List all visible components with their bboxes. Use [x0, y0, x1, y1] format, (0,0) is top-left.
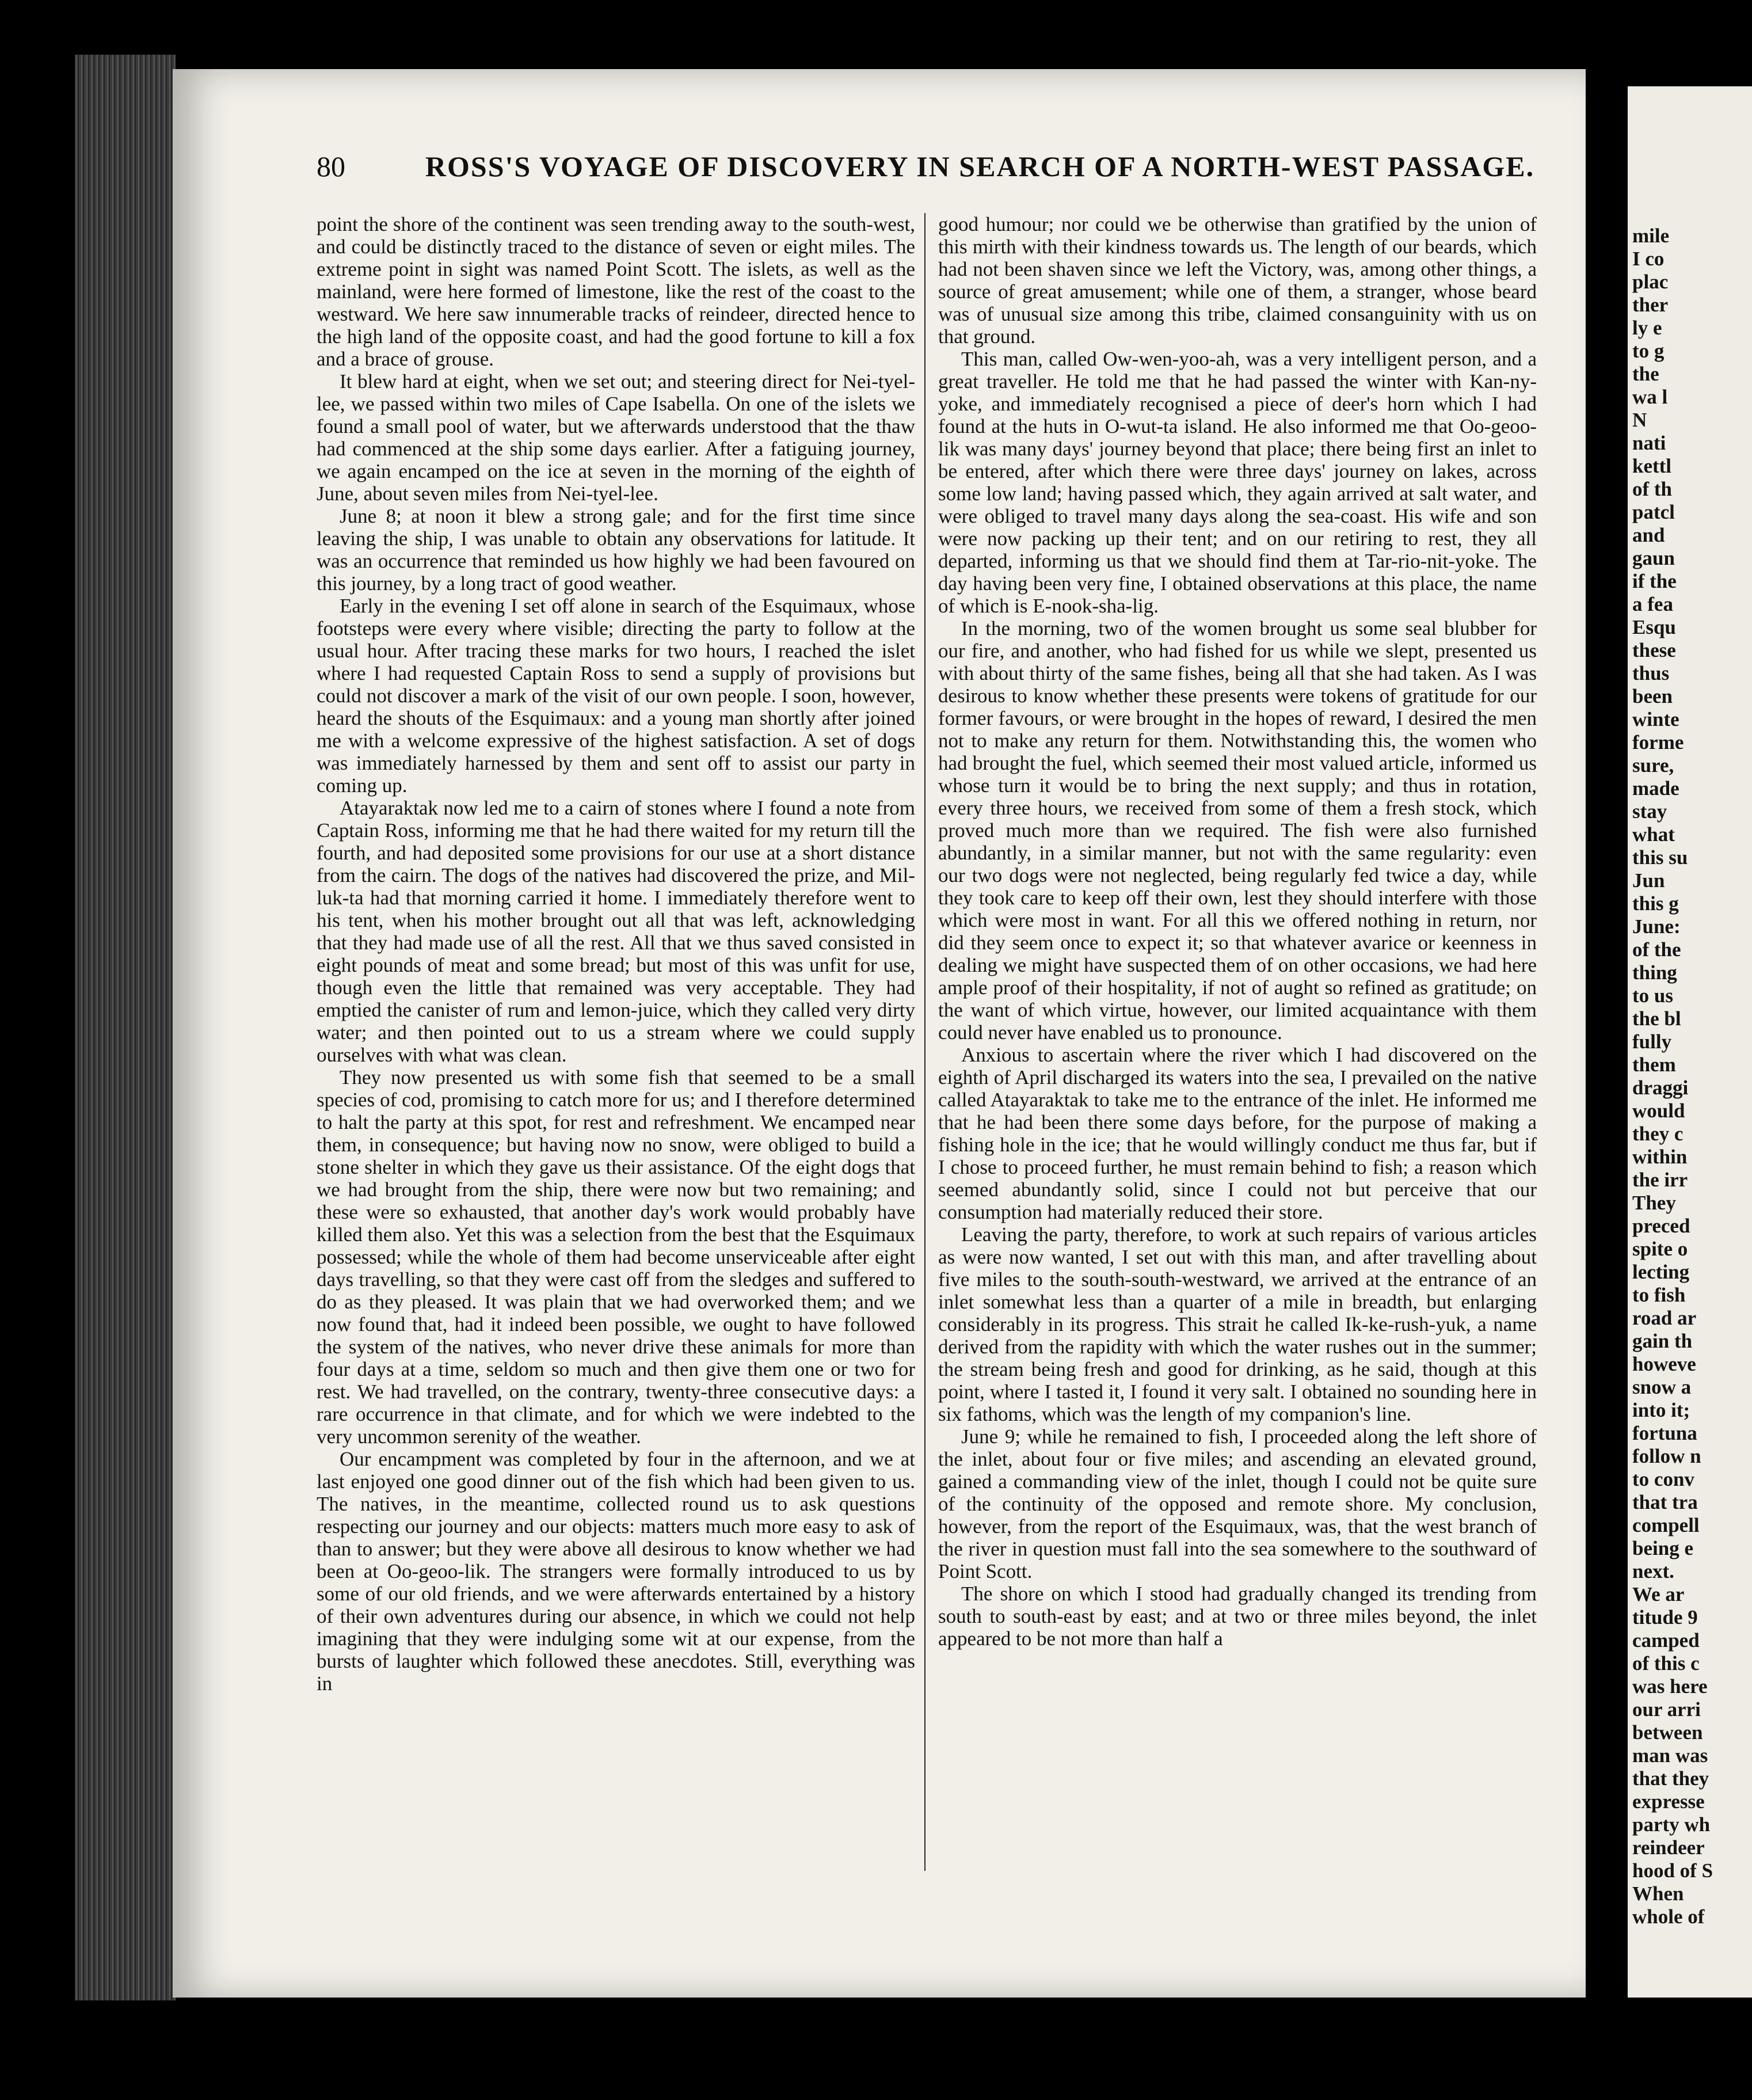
next-page-fragment: to conv — [1632, 1468, 1694, 1490]
next-page-fragment: that tra — [1632, 1491, 1698, 1513]
next-page-fragment: howeve — [1632, 1353, 1696, 1375]
next-page-fragment: preced — [1632, 1215, 1690, 1237]
page-header — [317, 150, 1557, 196]
next-page-fragment: been — [1632, 685, 1673, 707]
next-page-fragment: to g — [1632, 340, 1665, 362]
next-page-fragment: nati — [1632, 432, 1666, 454]
next-page-fragment: wa l — [1632, 386, 1668, 408]
next-page-fragment: spite o — [1632, 1238, 1688, 1260]
next-page-fragment: expresse — [1632, 1790, 1705, 1813]
next-page-fragment: the — [1632, 363, 1659, 385]
paragraph: Early in the evening I set off alone in search of the Esquimaux, whose footsteps were every where visible; directing the party to follow at the usual hour. After tracing these marks for two hours, I reached the islet where I had requested Captain Ross to send a supply of provisions but could not discover a mark of the visit of our own people. I soon, however, heard the shouts of the Esquimaux: and a young man shortly after joined me with a welcome expressive of the highest satisfaction. A set of dogs was immediately harnessed by them and sent off to assist our party in coming up. — [317, 595, 915, 797]
next-page-fragment: plac — [1632, 271, 1669, 293]
next-page-fragment: winte — [1632, 708, 1679, 731]
next-page-fragment: mile — [1632, 225, 1670, 247]
paragraph: Anxious to ascertain where the river which I had discovered on the eighth of April discharged its waters into the sea, I prevailed on the native called Atayaraktak to take me to the entrance of the inlet. He informed me that he had been there some days before, for the purpose of making a fishing hole in the ice; that he would willingly conduct me thus far, but if I chose to proceed further, he must remain behind to fish; a reason which seemed abundantly solid, since I could not but perceive that our consumption had materially reduced their store. — [938, 1044, 1537, 1223]
next-page-fragment: and — [1632, 524, 1665, 546]
next-page-fragment: road ar — [1632, 1307, 1697, 1329]
next-page-fragment: if the — [1632, 570, 1677, 592]
next-page-fragment: being e — [1632, 1537, 1693, 1559]
next-page-fragment: thing — [1632, 961, 1677, 984]
next-page-fragment: fully — [1632, 1030, 1672, 1053]
next-page-fragment: party wh — [1632, 1813, 1711, 1836]
next-page-fragment: a fea — [1632, 593, 1673, 615]
next-page-fragment: made — [1632, 777, 1679, 800]
next-page-fragment: thus — [1632, 662, 1670, 684]
paragraph: They now presented us with some fish that seemed to be a small species of cod, promising to catch more for us; and I therefore determined to halt the party at this spot, for rest and refreshment. We encamped near them, in consequence; but having now no snow, were obliged to build a stone shelter in which they gave us their assistance. Of the eight dogs that we had brought from the ship, there were now but two remaining; and these were so exhausted, that another day's work would probably have killed them also. Yet this was a selection from the best that the Esquimaux possessed; while the whole of them had become unserviceable after eight days travelling, so that they were cast off from the sledges and suffered to do as they pleased. It was plain that we had overworked them; and we now found that, had it indeed been possible, we ought to have followed the system of the natives, who never drive these animals for more than four days at a time, seldom so much and then give them one or two for rest. We had travelled, on the contrary, twenty-three consecutive days: a rare occurrence in that climate, and for which we were indebted to the very uncommon serenity of the weather. — [317, 1066, 915, 1448]
next-page-fragment: the bl — [1632, 1007, 1681, 1030]
next-page-fragment: within — [1632, 1146, 1688, 1168]
next-page-fragment: draggi — [1632, 1076, 1689, 1099]
next-page-fragment: snow a — [1632, 1376, 1692, 1398]
next-page-fragment: follow n — [1632, 1445, 1701, 1467]
paragraph: In the morning, two of the women brought us some seal blubber for our fire, and another, who had fished for us while we slept, presented us with about thirty of the same fishes, being all that she had taken. As I was desirous to know whether these presents were tokens of gratitude for our former favours, or were brought in the hopes of reward, I desired the men not to make any return for them. Notwithstanding this, the women who had brought the fuel, which seemed their most valued article, informed us whose turn it would be to bring the next supply; and thus in rotation, every three hours, we received from some of them a fresh stock, which proved much more than we required. The fish were also furnished abundantly, in a similar manner, but not with the same regularity: even our two dogs were not neglected, being regularly fed twice a day, while they took care to keep off their own, lest they should interfere with those which were most in want. For all this we offered nothing in return, nor did they seem once to expect it; so that whatever avarice or keenness in dealing we might have suspected them of on other occasions, we had here ample proof of their hospitality, if not of aught so refined as gratitude; on the want of which virtue, however, our limited acquaintance with them could never have enabled us to pronounce. — [938, 617, 1537, 1044]
next-page-fragment: fortuna — [1632, 1422, 1697, 1444]
paragraph: June 8; at noon it blew a strong gale; and for the first time since leaving the ship, I was unable to obtain any observations for latitude. It was an occurrence that reminded us how highly we had been favoured on this journey, by a long tract of good weather. — [317, 505, 915, 595]
next-page-fragment: this g — [1632, 892, 1679, 915]
next-page-edge — [1628, 86, 1752, 1998]
right-column — [938, 213, 1537, 1882]
paragraph: Leaving the party, therefore, to work at such repairs of various articles as were now wanted, I set out with this man, and after travelling about five miles to the south-south-westward, we arrived at the entrance of an inlet somewhat less than a quarter of a mile in breadth, but enlarging considerably in its progress. This strait he called Ik-ke-rush-yuk, a name derived from the rapidity with which the water rushes out in the summer; the stream being fresh and good for drinking, as he said, though at this point, where I tasted it, I found it very salt. I obtained no sounding here in six fathoms, which was the length of my companion's line. — [938, 1223, 1537, 1425]
next-page-fragment: Esqu — [1632, 616, 1676, 638]
next-page-fragment: that they — [1632, 1767, 1709, 1790]
paragraph: Atayaraktak now led me to a cairn of stones where I found a note from Captain Ross, informing me that he had there waited for my return till the fourth, and had deposited some provisions for our use at a short distance from the cairn. The dogs of the natives had discovered the prize, and Mil-luk-ta had that morning carried it home. I immediately therefore went to his tent, when his mother brought out all that was left, acknowledging that they had made use of all the rest. All that we thus saved consisted in eight pounds of meat and some bread; but most of this was unfit for use, though even the little that remained was very acceptable. They had emptied the canister of rum and lemon-juice, which they called very dirty water; and then pointed out to us a stream where we could supply ourselves with what was clean. — [317, 797, 915, 1066]
paragraph: point the shore of the continent was seen trending away to the south-west, and could be distinctly traced to the distance of seven or eight miles. The extreme point in sight was named Point Scott. The islets, as well as the mainland, were here formed of limestone, like the rest of the coast to the westward. We here saw innumerable tracks of reindeer, directed hence to the high land of the opposite coast, and had the good fortune to kill a fox and a brace of grouse. — [317, 213, 915, 370]
paragraph: This man, called Ow-wen-yoo-ah, was a very intelligent person, and a great traveller. He told me that he had passed the winter with Kan-ny-yoke, and immediately recognised a piece of deer's horn which I had found at the huts in O-wut-ta island. He also informed me that Oo-geoo-lik was many days' journey beyond that place; there being first an inlet to be entered, after which there were three days' journey on lakes, across some low land; having passed which, they again arrived at salt water, and were obliged to travel many days along the sea-coast. His wife and son were now packing up their tent; and on our retiring to rest, they all departed, informing us that we should find them at Tar-rio-nit-yoke. The day having been very fine, I obtained observations at this place, the name of which is E-nook-sha-lig. — [938, 348, 1537, 617]
next-page-fragment: titude 9 — [1632, 1606, 1698, 1629]
next-page-fragment: N — [1632, 409, 1647, 431]
paragraph: It blew hard at eight, when we set out; and steering direct for Nei-tyel-lee, we passed within two miles of Cape Isabella. On one of the islets we found a small pool of water, but we afterwards understood that the thaw had commenced at the ship some days earlier. After a fatiguing journey, we again encamped on the ice at seven in the morning of the eighth of June, about seven miles from Nei-tyel-lee. — [317, 370, 915, 505]
paragraph: June 9; while he remained to fish, I proceeded along the left shore of the inlet, about four or five miles; and ascending an elevated ground, gained a commanding view of the inlet, though I could not be quite sure of the continuity of the opposed and remote shore. My conclusion, however, from the report of the Esquimaux, was, that the west branch of the river in question must fall into the sea somewhere to the southward of Point Scott. — [938, 1425, 1537, 1582]
book-spine-edge — [75, 55, 176, 2000]
next-page-fragment: whole of — [1632, 1905, 1705, 1928]
next-page-fragment: sure, — [1632, 754, 1674, 777]
paragraph: good humour; nor could we be otherwise than gratified by the union of this mirth with their kindness towards us. The length of our beards, which had not been shaven since we left the Victory, was, among other things, a source of great amusement; while one of them, a stranger, whose beard was of unusual size among this tribe, claimed consanguinity with us on that ground. — [938, 213, 1537, 348]
next-page-fragment: We ar — [1632, 1583, 1685, 1606]
running-title: ROSS'S VOYAGE OF DISCOVERY IN SEARCH OF A NORTH-WEST PASSAGE. — [425, 150, 1535, 182]
next-page-fragment: of th — [1632, 478, 1673, 500]
next-page-fragment: stay — [1632, 800, 1667, 823]
next-page-fragment: what — [1632, 823, 1675, 846]
left-column — [317, 213, 915, 1882]
paragraph: The shore on which I stood had gradually changed its trending from south to south-east by east; and at two or three miles beyond, the inlet appeared to be not more than half a — [938, 1582, 1537, 1650]
next-page-fragment: kettl — [1632, 455, 1672, 477]
page-number: 80 — [317, 150, 345, 182]
next-page-fragment: gaun — [1632, 547, 1675, 569]
next-page-fragment: of this c — [1632, 1652, 1700, 1675]
next-page-text-fragments — [1632, 86, 1752, 1928]
next-page-fragment: man was — [1632, 1744, 1708, 1767]
next-page-fragment: forme — [1632, 731, 1684, 754]
next-page-fragment: patcl — [1632, 501, 1675, 523]
next-page-fragment: of the — [1632, 938, 1681, 961]
next-page-fragment: They — [1632, 1192, 1676, 1214]
next-page-fragment: between — [1632, 1721, 1703, 1744]
next-page-fragment: was here — [1632, 1675, 1708, 1698]
next-page-fragment: compell — [1632, 1514, 1700, 1536]
next-page-fragment: to fish — [1632, 1284, 1686, 1306]
next-page-fragment: June: — [1632, 915, 1681, 938]
next-page-fragment: ther — [1632, 294, 1669, 316]
next-page-fragment: ly e — [1632, 317, 1662, 339]
paragraph: Our encampment was completed by four in the afternoon, and we at last enjoyed one good dinner out of the fish which had been given to us. The natives, in the meantime, collected round us to ask questions respecting our journey and our objects: matters much more easy to ask of than to answer; but they were above all desirous to know whether we had been at Oo-geoo-lik. The strangers were formally introduced to us by some of our old friends, and we were afterwards entertained by a history of their own adventures during our absence, in which we could not help imagining that they were indulging some wit at our expense, from the bursts of laughter which followed these anecdotes. Still, everything was in — [317, 1448, 915, 1695]
column-divider — [924, 213, 925, 1871]
next-page-fragment: gain th — [1632, 1330, 1693, 1352]
next-page-fragment: to us — [1632, 984, 1673, 1007]
next-page-fragment: When — [1632, 1882, 1684, 1905]
next-page-fragment: reindeer — [1632, 1836, 1705, 1859]
next-page-fragment: these — [1632, 639, 1676, 661]
next-page-fragment: they c — [1632, 1123, 1684, 1145]
next-page-fragment: our arri — [1632, 1698, 1701, 1721]
next-page-fragment: lecting — [1632, 1261, 1690, 1283]
next-page-fragment: hood of S — [1632, 1859, 1713, 1882]
next-page-fragment: camped — [1632, 1629, 1700, 1652]
next-page-fragment: Jun — [1632, 869, 1665, 892]
next-page-fragment: next. — [1632, 1560, 1674, 1582]
next-page-fragment: the irr — [1632, 1169, 1688, 1191]
book-page — [173, 69, 1586, 1998]
next-page-fragment: them — [1632, 1053, 1676, 1076]
next-page-fragment: I co — [1632, 248, 1665, 270]
next-page-fragment: into it; — [1632, 1399, 1690, 1421]
next-page-fragment: this su — [1632, 846, 1688, 869]
next-page-fragment: would — [1632, 1100, 1685, 1122]
